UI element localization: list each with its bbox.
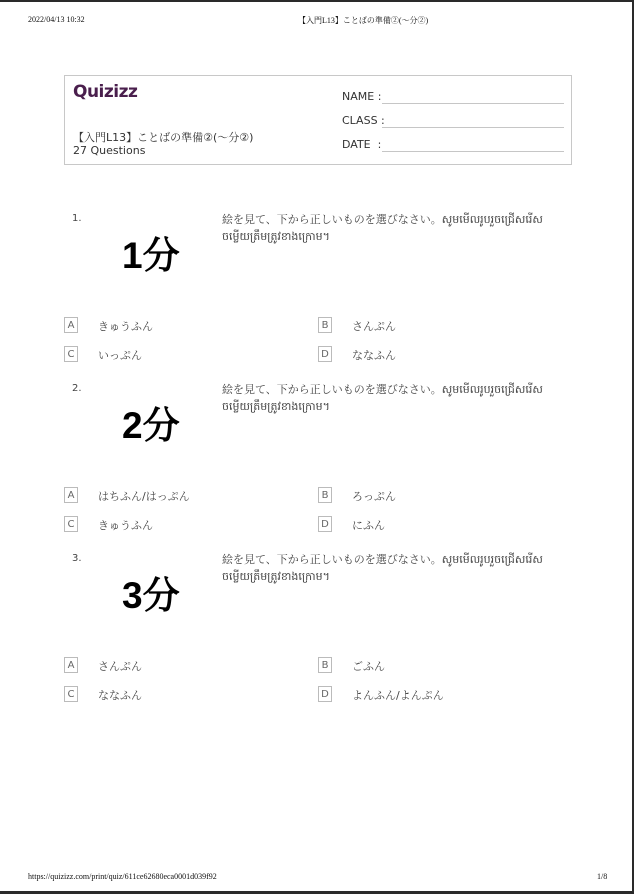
- question-count: 27 Questions: [73, 144, 146, 157]
- option-text: いっぷん: [98, 349, 142, 362]
- option-letter-box: C: [64, 686, 78, 702]
- print-datetime: 2022/04/13 10:32: [28, 15, 85, 24]
- option-letter-box: C: [64, 346, 78, 362]
- class-label: CLASS :: [342, 114, 385, 127]
- question-image: 2分: [122, 405, 180, 446]
- question-number: 2.: [72, 383, 82, 394]
- option-letter-box: A: [64, 487, 78, 503]
- option-letter-box: D: [318, 686, 332, 702]
- quiz-title: 【入門L13】ことばの準備②(〜分②): [73, 131, 254, 144]
- option-letter-box: A: [64, 317, 78, 333]
- option-letter-box: D: [318, 346, 332, 362]
- option-text: ななふん: [352, 349, 396, 362]
- quizizz-logo: Quizizz: [73, 82, 138, 102]
- option-letter-box: D: [318, 516, 332, 532]
- date-label: DATE :: [342, 138, 382, 151]
- option-letter-box: B: [318, 657, 332, 673]
- option-text: きゅうふん: [98, 519, 153, 532]
- question-1: [64, 213, 572, 383]
- question-number: 1.: [72, 213, 82, 224]
- date-line: [382, 151, 564, 152]
- class-line: [382, 127, 564, 128]
- option-text: ごふん: [352, 660, 385, 673]
- option-text: にふん: [352, 519, 385, 532]
- question-number: 3.: [72, 553, 82, 564]
- print-url: https://quizizz.com/print/quiz/611ce62680eca0001d039f92: [28, 872, 217, 881]
- question-image: 3分: [122, 575, 180, 616]
- option-letter-box: C: [64, 516, 78, 532]
- option-text: はちふん/はっぷん: [98, 490, 190, 503]
- question-3: [64, 553, 572, 723]
- option-text: ろっぷん: [352, 490, 396, 503]
- question-2: [64, 383, 572, 553]
- question-image: 1分: [122, 235, 180, 276]
- option-letter-box: B: [318, 317, 332, 333]
- option-text: よんふん/よんぷん: [352, 689, 444, 702]
- print-title: 【入門L13】ことばの準備②(〜分②): [298, 16, 429, 25]
- question-prompt: 絵を見て、下から正しいものを選びなさい。សូមមើលរូបរួចជ្រើសរើសចម្លើយត្រឹមត្រូវខាងក្រោម។: [222, 213, 543, 243]
- worksheet-header: [64, 75, 572, 165]
- option-text: さんぷん: [352, 320, 396, 333]
- option-text: ななふん: [98, 689, 142, 702]
- option-text: さんぷん: [98, 660, 142, 673]
- option-letter-box: A: [64, 657, 78, 673]
- page-number: 1/8: [597, 872, 608, 881]
- option-text: きゅうふん: [98, 320, 153, 333]
- option-letter-box: B: [318, 487, 332, 503]
- question-prompt: 絵を見て、下から正しいものを選びなさい。សូមមើលរូបរួចជ្រើសរើសចម្លើយត្រឹមត្រូវខាងក្រោម។: [222, 383, 543, 413]
- name-label: NAME :: [342, 90, 382, 103]
- name-line: [382, 103, 564, 104]
- question-prompt: 絵を見て、下から正しいものを選びなさい。សូមមើលរូបរួចជ្រើសរើសចម្លើយត្រឹមត្រូវខាងក្រោម។: [222, 553, 543, 583]
